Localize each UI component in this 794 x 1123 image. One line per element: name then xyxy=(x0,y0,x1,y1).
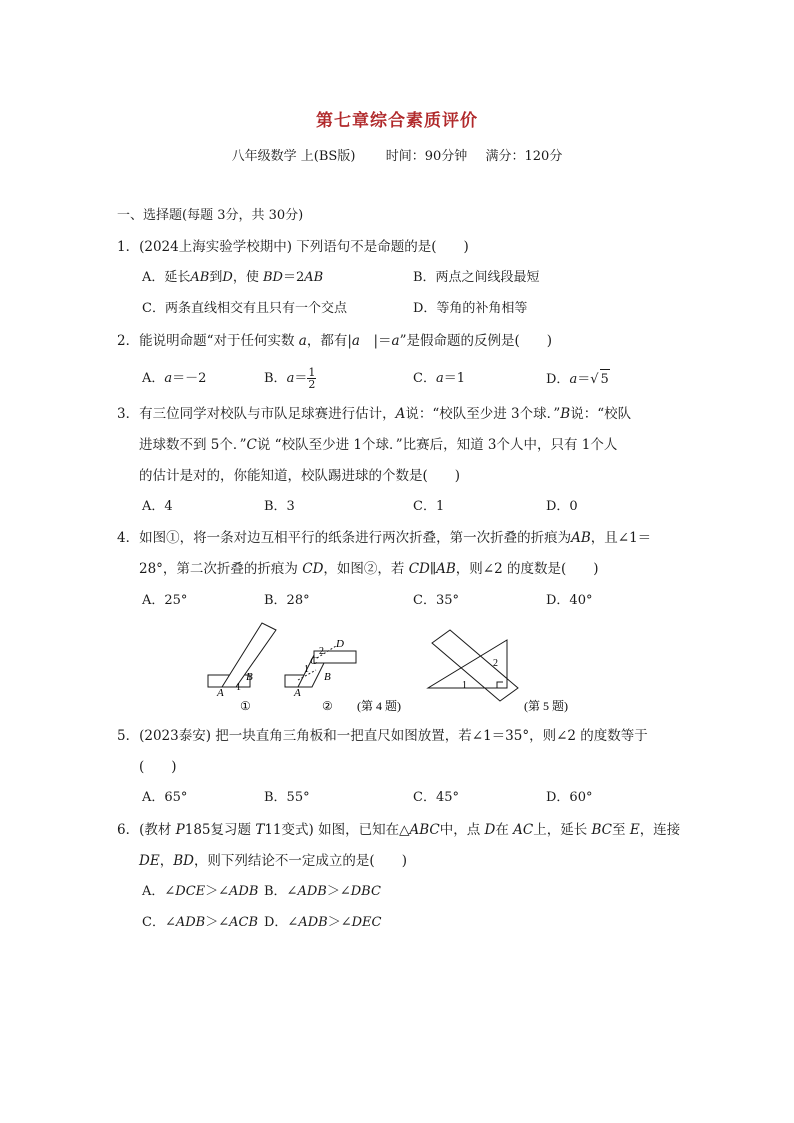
option-label: A． xyxy=(142,270,165,285)
option-text: ＝ xyxy=(577,372,591,387)
question-5-line-2: ( ) xyxy=(139,759,177,775)
question-number: 4． xyxy=(117,530,140,546)
question-stem: 28°，第二次折叠的折痕为 xyxy=(139,561,303,577)
option-label: A． xyxy=(142,371,165,386)
math-var: ADB xyxy=(229,884,259,899)
question-stem: 上，延长 xyxy=(533,822,592,838)
figure-5-triangle-ruler xyxy=(428,630,518,701)
math-var: DE xyxy=(139,853,160,869)
option-label: D．∠ xyxy=(264,915,299,930)
option-text: ＞∠ xyxy=(327,915,352,930)
question-stem: 如图①，将一条对边互相平行的纸条进行两次折叠，第一次折叠的折痕为 xyxy=(139,530,572,546)
q2-option-b[interactable] xyxy=(264,360,316,398)
option-label: A．∠ xyxy=(142,884,176,899)
point-b-label: B xyxy=(324,671,331,683)
angle-1-label: 1 xyxy=(236,682,241,693)
sqrt-sign: √ xyxy=(590,372,599,387)
point-d-label: D xyxy=(336,638,344,650)
angle-1-label: 1 xyxy=(304,664,309,675)
option-text: ＝ xyxy=(294,371,308,386)
point-a-label: A xyxy=(294,687,301,699)
question-4-line-2 xyxy=(139,559,599,579)
question-stem: ”是假命题的反例是( ) xyxy=(399,333,553,349)
angle-2-label: 2 xyxy=(319,646,324,657)
math-var: ADB xyxy=(298,915,328,930)
question-stem: 在 xyxy=(495,822,514,838)
math-var: ADB xyxy=(175,915,206,930)
math-var: DBC xyxy=(350,884,381,899)
question-stem: ，连接 xyxy=(639,822,681,838)
question-stem: 185复习题 xyxy=(184,822,256,838)
math-var: a xyxy=(435,371,444,386)
numerator: 1 xyxy=(308,366,316,379)
q6-option-b[interactable] xyxy=(264,882,381,902)
math-var: DEC xyxy=(351,915,382,930)
math-var: CD xyxy=(302,561,324,577)
option-text: ＞∠ xyxy=(205,884,230,899)
option-text: ＞∠ xyxy=(205,915,230,930)
math-var: T xyxy=(255,822,265,838)
question-stem: ，则∠2 的度数是( ) xyxy=(455,561,599,577)
math-var: C xyxy=(246,437,257,453)
q3-option-c[interactable]: C．1 xyxy=(413,499,445,514)
question-stem: 说：“校队 xyxy=(570,406,632,422)
question-number: 2． xyxy=(117,333,140,349)
question-3-line-3: 的估计是对的，你能知道，校队踢进球的个数是( ) xyxy=(139,468,461,484)
math-var: AC xyxy=(513,822,534,838)
option-label: C．∠ xyxy=(142,915,176,930)
math-var: AB xyxy=(304,270,324,285)
q4-option-c[interactable]: C．35° xyxy=(413,593,459,608)
question-stem: 中，点 xyxy=(439,822,485,838)
question-stem: 至 xyxy=(612,822,630,838)
question-stem: (2024上海实验学校期中) 下列语句不是命题的是( ) xyxy=(139,239,469,255)
math-var: AB xyxy=(436,561,456,577)
option-text: ，使 xyxy=(232,270,263,285)
math-var: a xyxy=(286,371,295,386)
question-6-line-2 xyxy=(139,851,407,871)
q3-option-b[interactable]: B．3 xyxy=(264,499,295,514)
math-var: D xyxy=(222,270,233,285)
figure-1-label: ① xyxy=(240,699,251,713)
math-var: D xyxy=(484,822,496,838)
math-var: B xyxy=(560,406,571,422)
math-var: BC xyxy=(591,822,613,838)
question-stem: 进球数不到 5个．” xyxy=(139,437,247,453)
question-stem: 能说明命题“对于任何实数 xyxy=(139,333,299,349)
question-2 xyxy=(117,331,552,351)
q4-option-d[interactable]: D．40° xyxy=(546,593,593,608)
math-var: A xyxy=(395,406,406,422)
math-var: a xyxy=(351,333,360,349)
q2-option-c[interactable] xyxy=(413,369,465,389)
question-number: 1． xyxy=(117,239,140,255)
question-stem: 说 “校队至少进 1个球．”比赛后，知道 3个人中，只有 1个人 xyxy=(256,437,618,453)
math-var: ADB xyxy=(297,884,327,899)
math-var: BD xyxy=(173,853,194,869)
q6-option-c[interactable] xyxy=(142,913,258,933)
question-6-line-1 xyxy=(117,820,680,840)
option-text: ＝－2 xyxy=(172,371,207,386)
q1-option-b[interactable]: B．两点之间线段最短 xyxy=(413,270,540,285)
math-var: AB xyxy=(571,530,591,546)
figures-q4-q5 xyxy=(200,618,600,718)
option-label: B． xyxy=(264,371,287,386)
math-var: AB xyxy=(190,270,210,285)
time-label: 时间：90分钟 xyxy=(385,149,468,164)
option-text: 到 xyxy=(209,270,223,285)
q4-option-b[interactable]: B．28° xyxy=(264,593,310,608)
math-var: CD xyxy=(408,561,430,577)
q5-option-d[interactable]: D．60° xyxy=(546,790,593,805)
question-stem: |＝ xyxy=(359,333,392,349)
question-1 xyxy=(117,237,469,257)
figure-4-caption: (第 4 题) xyxy=(357,699,401,713)
grade-label: 八年级数学 上(BS版) xyxy=(231,149,356,164)
option-label: D． xyxy=(546,372,570,387)
math-var: a xyxy=(298,333,307,349)
q1-option-d[interactable]: D．等角的补角相等 xyxy=(413,301,528,316)
math-var: ABC xyxy=(409,822,440,838)
question-number: 6． xyxy=(117,822,140,838)
point-b-label: B xyxy=(246,671,253,683)
q5-option-a[interactable]: A．65° xyxy=(142,790,188,805)
q5-option-b[interactable]: B．55° xyxy=(264,790,310,805)
q1-option-a[interactable] xyxy=(142,268,323,288)
option-text: 延长 xyxy=(164,270,191,285)
q3-option-d[interactable]: D．0 xyxy=(546,499,578,514)
math-var: a xyxy=(569,372,578,387)
q2-option-d[interactable] xyxy=(546,369,610,390)
option-text: ＝1 xyxy=(443,371,465,386)
question-5-line-1 xyxy=(117,726,648,746)
math-var: P xyxy=(175,822,185,838)
math-var: E xyxy=(629,822,640,838)
q6-option-d[interactable] xyxy=(264,913,381,933)
angle-2-label: 2 xyxy=(493,658,498,669)
option-text: ＞∠ xyxy=(326,884,351,899)
figure-1-folded-strip xyxy=(208,623,276,687)
question-stem: ， xyxy=(159,853,174,869)
option-text: ＝2 xyxy=(282,270,305,285)
q6-option-a[interactable] xyxy=(142,882,258,902)
q1-option-c[interactable]: C．两条直线相交有且只有一个交点 xyxy=(142,301,347,316)
question-stem: 说：“校队至少进 3个球．” xyxy=(405,406,561,422)
section-heading: 一、选择题(每题 3分，共 30分) xyxy=(117,208,304,223)
option-label: C． xyxy=(413,371,436,386)
question-stem: 11变式) 如图，已知在△ xyxy=(264,822,410,838)
q3-option-a[interactable]: A．4 xyxy=(142,499,173,514)
question-number: 3． xyxy=(117,406,140,422)
question-4-line-1 xyxy=(117,528,651,548)
question-stem: ，则下列结论不一定成立的是( ) xyxy=(193,853,407,869)
math-var: ACB xyxy=(229,915,259,930)
radicand: 5 xyxy=(600,369,610,390)
question-stem: (教材 xyxy=(139,822,176,838)
question-stem: 有三位同学对校队与市队足球赛进行估计， xyxy=(139,406,396,422)
point-a-label: A xyxy=(217,687,224,699)
score-label: 满分：120分 xyxy=(485,149,563,164)
angle-1-label: 1 xyxy=(462,680,467,691)
figure-2-label: ② xyxy=(322,699,333,713)
math-var: a xyxy=(164,371,173,386)
question-stem: ，且∠1＝ xyxy=(590,530,652,546)
point-c-label: C xyxy=(310,655,318,667)
right-angle-mark xyxy=(497,682,503,688)
figure-5-caption: (第 5 题) xyxy=(524,699,568,713)
question-number: 5． xyxy=(117,728,140,744)
question-stem: ∥ xyxy=(429,561,437,577)
math-var: a xyxy=(391,333,400,349)
denominator: 2 xyxy=(308,378,316,391)
math-var: DCE xyxy=(175,884,206,899)
question-3-line-2 xyxy=(139,435,617,455)
exam-info xyxy=(0,145,794,164)
q5-option-c[interactable]: C．45° xyxy=(413,790,459,805)
q4-option-a[interactable]: A．25° xyxy=(142,593,188,608)
math-var: BD xyxy=(262,270,283,285)
question-stem: ，都有| xyxy=(306,333,352,349)
fraction xyxy=(307,367,316,390)
question-3-line-1 xyxy=(117,404,631,424)
q2-option-a[interactable] xyxy=(142,369,206,389)
option-label: B．∠ xyxy=(264,884,298,899)
question-stem: (2023泰安) 把一块直角三角板和一把直尺如图放置，若∠1＝35°，则∠2 的度数等于 xyxy=(139,728,648,744)
page-title: 第七章综合素质评价 xyxy=(316,111,478,131)
question-stem: ，如图②，若 xyxy=(323,561,409,577)
